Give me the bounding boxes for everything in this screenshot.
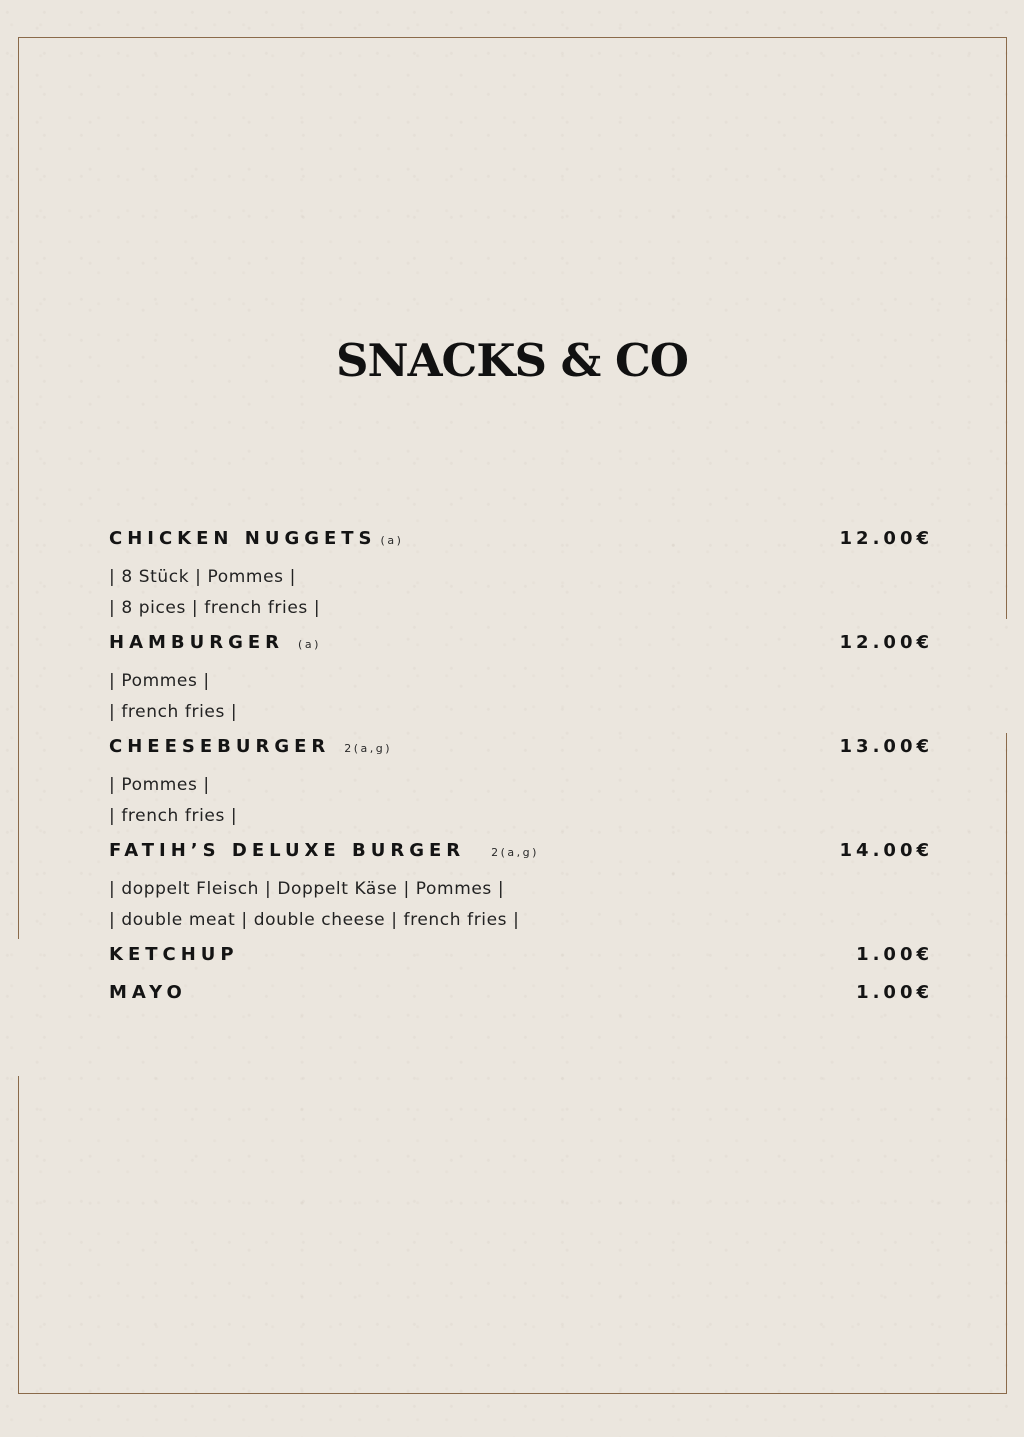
frame-border-left — [18, 1076, 19, 1394]
item-description-de: | Pommes | — [109, 671, 210, 691]
allergen-note: 2(a,g) — [491, 846, 539, 859]
frame-border-top — [18, 37, 1007, 38]
menu-item-deluxe-burger — [109, 840, 933, 944]
item-name: HAMBURGER — [109, 632, 285, 653]
item-name: CHICKEN NUGGETS — [109, 528, 377, 549]
item-name: KETCHUP — [109, 944, 239, 965]
menu-item-hamburger — [109, 632, 933, 736]
allergen-note: (a) — [298, 638, 321, 651]
item-description-en: | french fries | — [109, 702, 238, 722]
menu-item-mayo — [109, 982, 933, 1020]
item-price: 1.00€ — [856, 982, 933, 1003]
item-price: 13.00€ — [839, 736, 933, 757]
item-price: 12.00€ — [839, 528, 933, 549]
item-description-de: | 8 Stück | Pommes | — [109, 567, 296, 587]
item-name: FATIH’S DELUXE BURGER — [109, 840, 466, 861]
item-price: 12.00€ — [839, 632, 933, 653]
frame-border-right — [1006, 733, 1007, 1394]
menu-item-chicken-nuggets — [109, 528, 933, 632]
item-description-en: | 8 pices | french fries | — [109, 598, 321, 618]
item-description-de: | Pommes | — [109, 775, 210, 795]
frame-border-right — [1006, 37, 1007, 619]
menu-item-cheeseburger — [109, 736, 933, 840]
item-name: MAYO — [109, 982, 187, 1003]
item-description-en: | french fries | — [109, 806, 238, 826]
item-description-en: | double meat | double cheese | french fries | — [109, 910, 520, 930]
frame-border-bottom — [18, 1393, 1007, 1394]
allergen-note: (a) — [380, 534, 404, 547]
item-description-de: | doppelt Fleisch | Doppelt Käse | Pommes | — [109, 879, 505, 899]
menu-list — [109, 528, 933, 1020]
item-price: 14.00€ — [839, 840, 933, 861]
allergen-note: 2(a,g) — [344, 742, 393, 755]
item-name: CHEESEBURGER — [109, 736, 331, 757]
item-price: 1.00€ — [856, 944, 933, 965]
menu-item-ketchup — [109, 944, 933, 982]
page-title: SNACKS & CO — [336, 334, 688, 387]
frame-border-left — [18, 37, 19, 939]
